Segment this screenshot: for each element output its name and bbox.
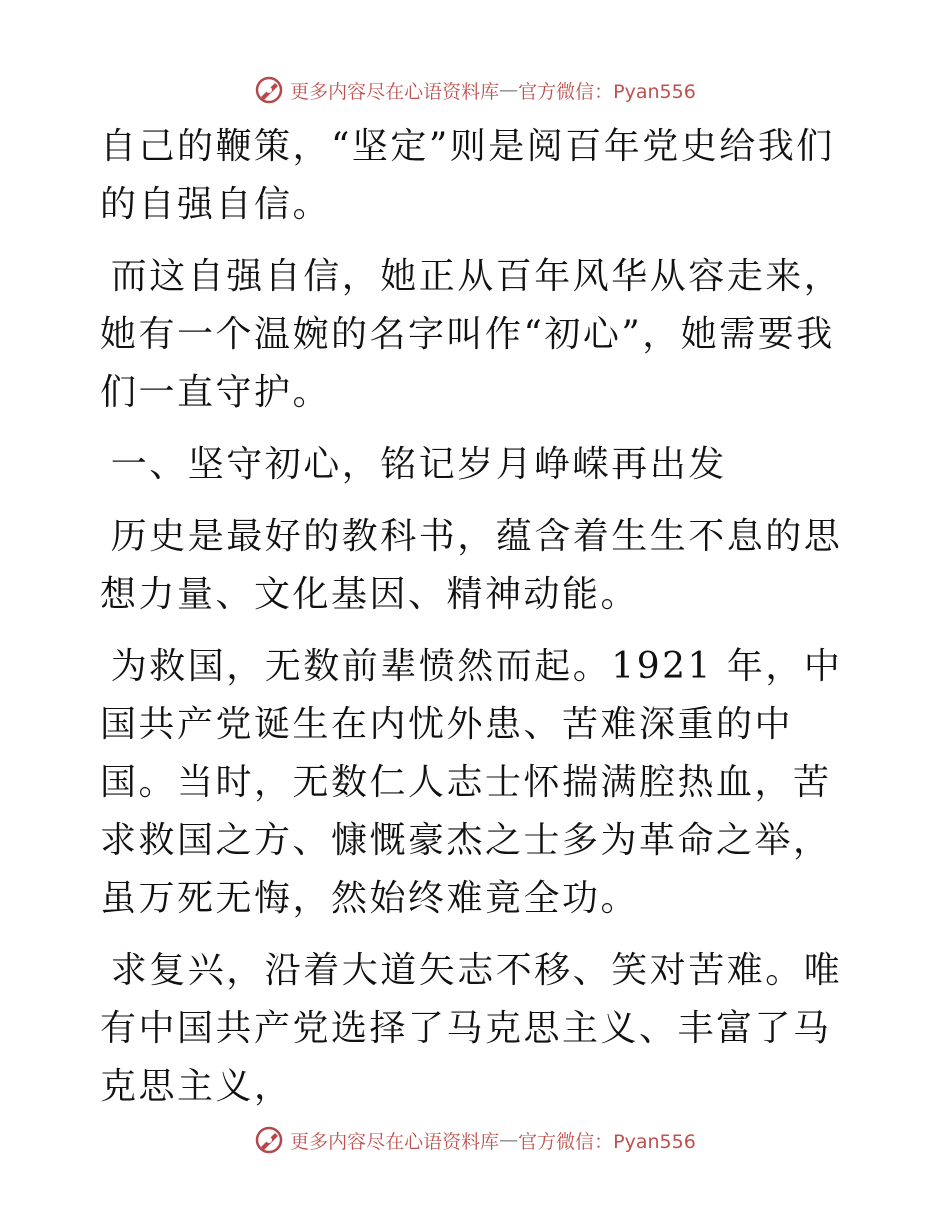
- document-body: [100, 118, 860, 1130]
- header-watermark: [0, 70, 950, 110]
- footer-watermark: [0, 1120, 950, 1160]
- watermark-site-name: 更多内容尽在心语资料库: [290, 1130, 500, 1153]
- watermark-separator: —: [499, 79, 519, 101]
- watermark-site-name: 更多内容尽在心语资料库: [290, 80, 500, 103]
- paragraph: 而这自强自信，她正从百年风华从容走来，她有一个温婉的名字叫作“初心”，她需要我们一直守护。: [100, 256, 843, 413]
- quill-seal-icon: [254, 75, 284, 105]
- paragraph: 为救国，无数前辈愤然而起。1921 年，中国共产党诞生在内忧外患、苦难深重的中国。当时，无数仁人志士怀揣满腔热血，苦求救国之方、慷慨豪杰之士多为革命之举，虽万死无悔，然始终难竟全功。: [100, 646, 843, 919]
- paragraph: 历史是最好的教科书，蕴含着生生不息的思想力量、文化基因、精神动能。: [100, 516, 843, 615]
- watermark-wechat: 官方微信：Pyan556: [518, 80, 696, 103]
- paragraph-continuation: 自己的鞭策，“坚定”则是阅百年党史给我们的自强自信。: [100, 126, 835, 225]
- watermark-wechat: 官方微信：Pyan556: [518, 1130, 696, 1153]
- watermark-separator: —: [499, 1129, 519, 1151]
- paragraph: 求复兴，沿着大道矢志不移、笑对苦难。唯有中国共产党选择了马克思主义、丰富了马克思主义，: [100, 950, 843, 1107]
- section-heading: 一、坚守初心，铭记岁月峥嵘再出发: [110, 444, 727, 485]
- quill-seal-icon: [254, 1125, 284, 1155]
